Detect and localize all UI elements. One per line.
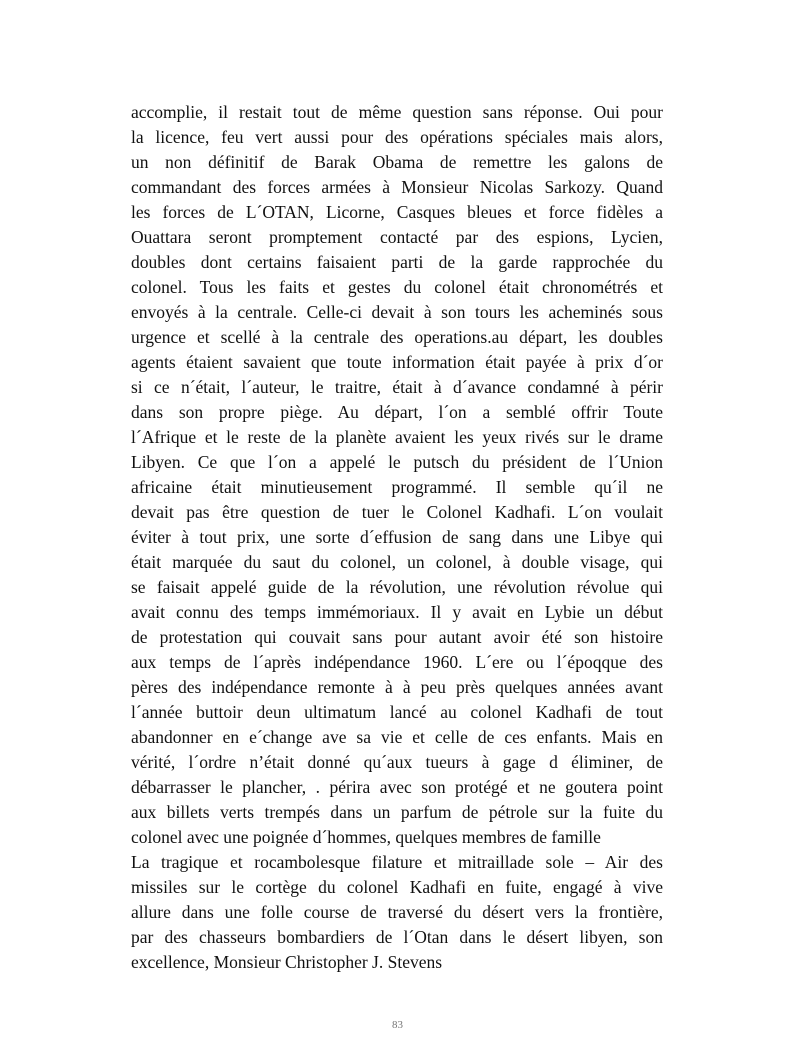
text-line: dans son propre piège. Au départ, l´on a semblé offrir Toute	[131, 402, 663, 422]
text-line: agents étaient savaient que toute information était payée à prix d´or	[131, 352, 663, 372]
text-line: éviter à tout prix, une sorte d´effusion de sang dans une Libye qui	[131, 527, 663, 547]
text-line: les forces de L´OTAN, Licorne, Casques bleues et force fidèles a	[131, 202, 663, 222]
text-line: doubles dont certains faisaient parti de la garde rapprochée du	[131, 252, 663, 272]
text-line: pères des indépendance remonte à à peu près quelques années avant	[131, 677, 663, 697]
text-line: allure dans une folle course de traversé du désert vers la frontière,	[131, 902, 663, 922]
text-line: de protestation qui couvait sans pour autant avoir été son histoire	[131, 627, 663, 647]
text-line: Ouattara seront promptement contacté par des espions, Lycien,	[131, 227, 663, 247]
text-line: missiles sur le cortège du colonel Kadhafi en fuite, engagé à vive	[131, 877, 663, 897]
text-line: envoyés à la centrale. Celle-ci devait à son tours les acheminés sous	[131, 302, 663, 322]
text-line: un non définitif de Barak Obama de remettre les galons de	[131, 152, 663, 172]
text-line: commandant des forces armées à Monsieur Nicolas Sarkozy. Quand	[131, 177, 663, 197]
text-line: avait connu des temps immémoriaux. Il y avait en Lybie un début	[131, 602, 663, 622]
text-line: vérité, l´ordre n’était donné qu´aux tueurs à gage d éliminer, de	[131, 752, 663, 772]
body-text	[131, 100, 663, 975]
text-line: urgence et scellé à la centrale des operations.au départ, les doubles	[131, 327, 663, 347]
text-line: colonel avec une poignée d´hommes, quelques membres de famille	[131, 827, 601, 847]
text-line: abandonner en e´change ave sa vie et celle de ces enfants. Mais en	[131, 727, 663, 747]
page-number: 83	[392, 1019, 403, 1031]
text-line: Libyen. Ce que l´on a appelé le putsch du président de l´Union	[131, 452, 663, 472]
text-line: débarrasser le plancher, . périra avec son protégé et ne goutera point	[131, 777, 663, 797]
text-line: l´année buttoir deun ultimatum lancé au colonel Kadhafi de tout	[131, 702, 663, 722]
text-line: accomplie, il restait tout de même question sans réponse. Oui pour	[131, 102, 663, 122]
text-line: était marquée du saut du colonel, un colonel, à double visage, qui	[131, 552, 663, 572]
text-line: la licence, feu vert aussi pour des opérations spéciales mais alors,	[131, 127, 663, 147]
text-line: africaine était minutieusement programmé. Il semble qu´il ne	[131, 477, 663, 497]
text-line: excellence, Monsieur Christopher J. Stevens	[131, 952, 443, 972]
text-line: se faisait appelé guide de la révolution, une révolution révolue qui	[131, 577, 663, 597]
text-line: devait pas être question de tuer le Colonel Kadhafi. L´on voulait	[131, 502, 663, 522]
text-line: colonel. Tous les faits et gestes du colonel était chronométrés et	[131, 277, 663, 297]
text-line: l´Afrique et le reste de la planète avaient les yeux rivés sur le drame	[131, 427, 663, 447]
text-line: aux billets verts trempés dans un parfum de pétrole sur la fuite du	[131, 802, 663, 822]
text-line: La tragique et rocambolesque filature et mitraillade sole – Air des	[131, 852, 663, 872]
text-line: par des chasseurs bombardiers de l´Otan dans le désert libyen, son	[131, 927, 663, 947]
text-line: aux temps de l´après indépendance 1960. L´ere ou l´époqque des	[131, 652, 663, 672]
text-line: si ce n´était, l´auteur, le traitre, était à d´avance condamné à périr	[131, 377, 663, 397]
